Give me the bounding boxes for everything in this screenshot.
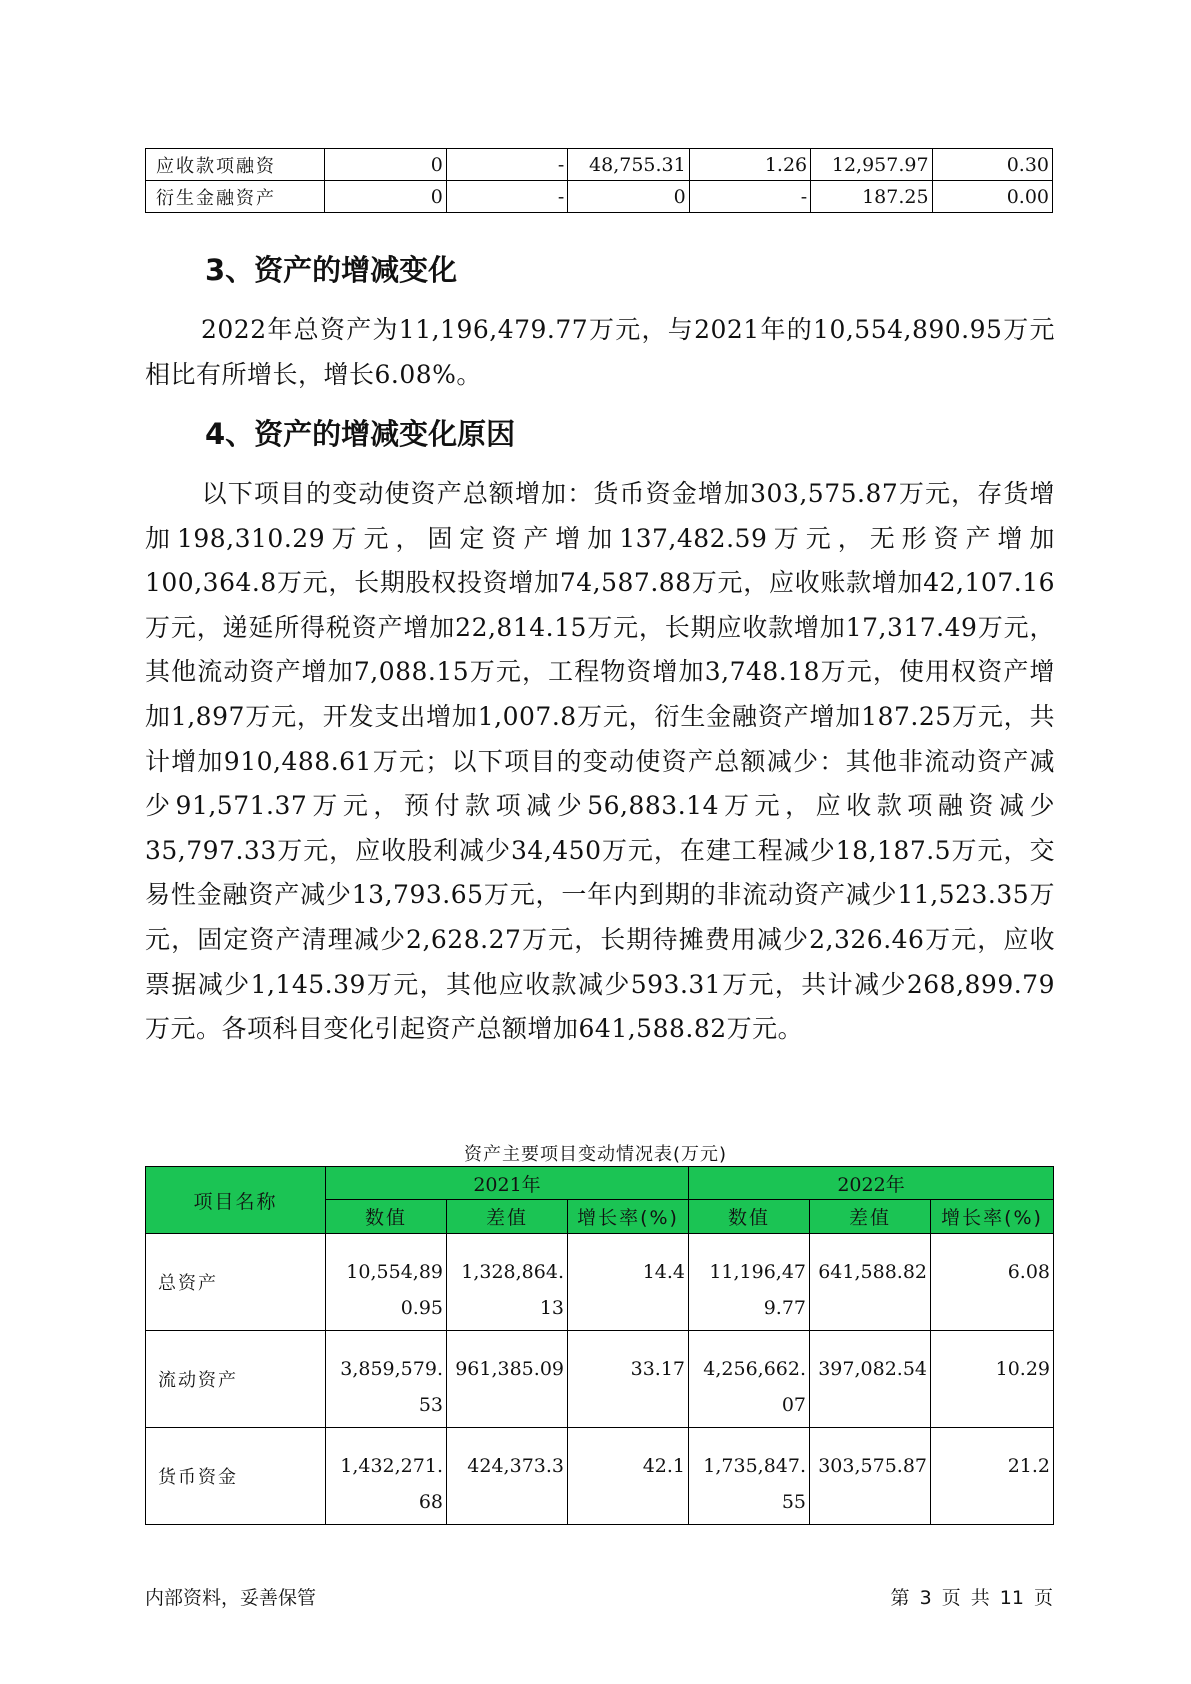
cell: 10.29	[931, 1331, 1054, 1428]
cell: 12,957.97	[811, 149, 932, 181]
cell: 21.2	[931, 1428, 1054, 1525]
footer-page-number: 第 3 页 共 11 页	[890, 1587, 1053, 1609]
section-4-paragraph	[145, 472, 1055, 1052]
header-year-2021: 2021年	[326, 1167, 689, 1200]
cell: 10,554,890.95	[326, 1234, 447, 1331]
cell: 0.00	[932, 181, 1052, 213]
row-name: 总资产	[146, 1234, 326, 1331]
table-header-row	[146, 1167, 1054, 1200]
header-value: 数值	[689, 1200, 810, 1234]
cell: 6.08	[931, 1234, 1054, 1331]
asset-change-table	[145, 1166, 1054, 1525]
header-value: 数值	[326, 1200, 447, 1234]
cell: -	[446, 181, 567, 213]
header-item-name: 项目名称	[146, 1167, 326, 1234]
cell: 3,859,579.53	[326, 1331, 447, 1428]
header-year-2022: 2022年	[689, 1167, 1054, 1200]
section-4-text: 以下项目的变动使资产总额增加：货币资金增加303,575.87万元，存货增加198,310.29万元，固定资产增加137,482.59万元，无形资产增加100,364.8万元，长期股权投资增加74,587.88万元，应收账款增加42,107.16万元，递延所得税资产增加22,814.15万元，长期应收款增加17,317.49万元，其他流动资产增加7,088.15万元，工程物资增加3,748.18万元，使用权资产增加1,897万元，开发支出增加1,007.8万元，衍生金融资产增加187.25万元，共计增加910,488.61万元；以下项目的变动使资产总额减少：其他非流动资产减少91,571.37万元，预付款项减少56,883.14万元，应收款项融资减少35,797.33万元，应收股利减少34,450万元，在建工程减少18,187.5万元，交易性金融资产减少13,793.65万元，一年内到期的非流动资产减少11,523.35万元，固定资产清理减少2,628.27万元，长期待摊费用减少2,326.46万元，应收票据减少1,145.39万元，其他应收款减少593.31万元，共计减少268,899.79万元。各项科目变化引起资产总额增加641,588.82万元。	[145, 479, 1055, 1044]
cell: 1.26	[689, 149, 810, 181]
row-name: 衍生金融资产	[146, 181, 325, 213]
header-growth: 增长率(%)	[931, 1200, 1054, 1234]
cell: 961,385.09	[447, 1331, 568, 1428]
section-4-heading: 4、资产的增减变化原因	[205, 417, 516, 451]
table-row	[146, 149, 1053, 181]
cell: -	[446, 149, 567, 181]
cell: -	[689, 181, 810, 213]
cell: 641,588.82	[810, 1234, 931, 1331]
cell: 0	[325, 181, 446, 213]
cell: 11,196,479.77	[689, 1234, 810, 1331]
cell: 42.1	[568, 1428, 689, 1525]
cell: 1,328,864.13	[447, 1234, 568, 1331]
cell: 1,735,847.55	[689, 1428, 810, 1525]
section-3-paragraph	[145, 308, 1055, 397]
cell: 424,373.3	[447, 1428, 568, 1525]
row-name: 流动资产	[146, 1331, 326, 1428]
row-name: 应收款项融资	[146, 149, 325, 181]
header-diff: 差值	[447, 1200, 568, 1234]
row-name: 货币资金	[146, 1428, 326, 1525]
table-row	[146, 1428, 1054, 1525]
cell: 0	[325, 149, 446, 181]
cell: 0.30	[932, 149, 1052, 181]
asset-structure-table-continued	[145, 148, 1053, 213]
table-row	[146, 1331, 1054, 1428]
section-3-heading: 3、资产的增减变化	[205, 253, 458, 287]
cell: 1,432,271.68	[326, 1428, 447, 1525]
table-row	[146, 181, 1053, 213]
cell: 397,082.54	[810, 1331, 931, 1428]
cell: 303,575.87	[810, 1428, 931, 1525]
cell: 14.4	[568, 1234, 689, 1331]
cell: 4,256,662.07	[689, 1331, 810, 1428]
cell: 33.17	[568, 1331, 689, 1428]
table-caption: 资产主要项目变动情况表(万元)	[463, 1144, 728, 1165]
cell: 0	[568, 181, 689, 213]
section-3-text: 2022年总资产为11,196,479.77万元，与2021年的10,554,890.95万元相比有所增长，增长6.08%。	[145, 315, 1055, 389]
cell: 187.25	[811, 181, 932, 213]
footer-confidential-note: 内部资料，妥善保管	[145, 1587, 317, 1609]
header-growth: 增长率(%)	[568, 1200, 689, 1234]
cell: 48,755.31	[568, 149, 689, 181]
table-row	[146, 1234, 1054, 1331]
header-diff: 差值	[810, 1200, 931, 1234]
